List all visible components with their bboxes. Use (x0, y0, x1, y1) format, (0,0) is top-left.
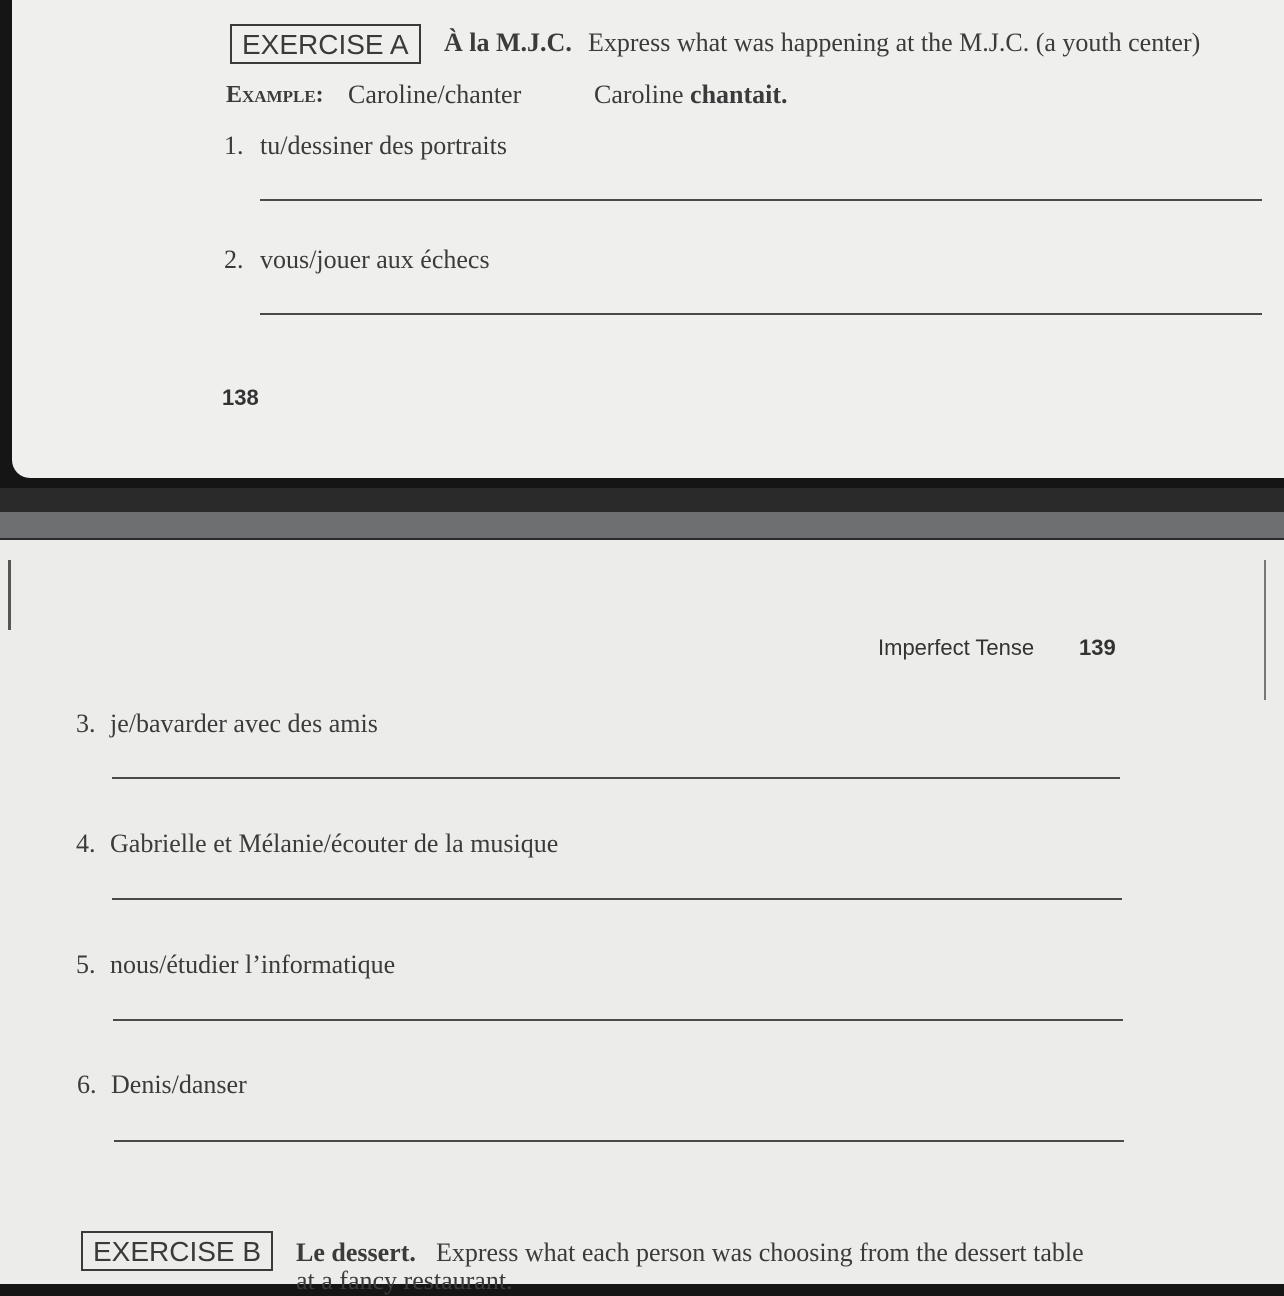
item-prompt-3: je/bavarder avec des amis (110, 709, 378, 738)
item-prompt-2: vous/jouer aux échecs (260, 245, 490, 274)
exercise-b-instruction-continued: at a fancy restaurant. (296, 1266, 513, 1295)
exercise-b-title: Le dessert. (296, 1238, 416, 1267)
example-answer-verb: chantait. (690, 80, 788, 109)
item-number-3: 3. (76, 709, 96, 738)
item-prompt-1: tu/dessiner des portraits (260, 131, 507, 160)
example-label: Example: (226, 82, 324, 108)
running-head: Imperfect Tense (878, 635, 1035, 660)
exercise-b-label: EXERCISE B (81, 1231, 273, 1271)
example-prompt: Caroline/chanter (348, 80, 522, 109)
page-138 (12, 0, 1284, 478)
answer-line-4[interactable] (112, 898, 1122, 900)
item-number-1: 1. (224, 131, 244, 160)
binding-edge (1264, 560, 1280, 700)
exercise-a-label: EXERCISE A (230, 24, 421, 64)
exercise-a-instruction: Express what was happening at the M.J.C. (a youth center) (588, 28, 1201, 57)
answer-line-3[interactable] (112, 777, 1120, 779)
item-number-2: 2. (224, 245, 244, 274)
answer-line-5[interactable] (113, 1019, 1123, 1021)
answer-line-1[interactable] (260, 199, 1262, 201)
page-gap-band (0, 512, 1284, 538)
item-prompt-6: Denis/danser (111, 1070, 247, 1099)
example-answer-subject: Caroline (594, 80, 684, 109)
item-prompt-4: Gabrielle et Mélanie/écouter de la musique (110, 829, 559, 858)
exercise-b-instruction: Express what each person was choosing from the dessert table (436, 1238, 1084, 1267)
example-answer (594, 80, 788, 110)
answer-line-6[interactable] (114, 1140, 1124, 1142)
page-edge-mark (8, 560, 11, 630)
exercise-a-title: À la M.J.C. (444, 28, 572, 57)
page-number-left: 138 (222, 385, 259, 410)
item-prompt-5: nous/étudier l’informatique (110, 950, 396, 979)
item-number-4: 4. (76, 829, 96, 858)
answer-line-2[interactable] (260, 313, 1262, 315)
page-number-right: 139 (1079, 635, 1116, 660)
item-number-5: 5. (76, 950, 96, 979)
item-number-6: 6. (77, 1070, 97, 1099)
